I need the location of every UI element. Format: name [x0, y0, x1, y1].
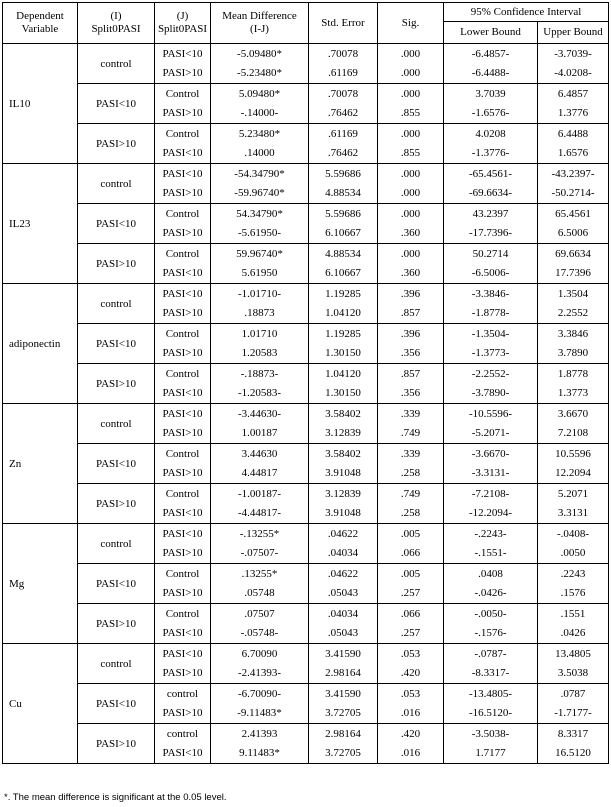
lower-bound-cell: 50.2714: [444, 244, 538, 264]
sig-cell: .855: [378, 104, 444, 124]
lower-bound-cell: -.0050-: [444, 604, 538, 624]
sig-cell: .000: [378, 244, 444, 264]
upper-bound-cell: 5.2071: [538, 484, 609, 504]
mean-difference-cell: 1.00187: [211, 424, 309, 444]
mean-difference-cell: .18873: [211, 304, 309, 324]
upper-bound-cell: .1551: [538, 604, 609, 624]
i-group-cell: PASI<10: [78, 684, 155, 724]
i-group-cell: PASI>10: [78, 604, 155, 644]
j-group-cell: PASI>10: [155, 424, 211, 444]
sig-cell: .000: [378, 204, 444, 224]
mean-difference-cell: -.14000-: [211, 104, 309, 124]
j-group-cell: PASI>10: [155, 104, 211, 124]
std-error-cell: 4.88534: [309, 244, 378, 264]
j-group-cell: control: [155, 684, 211, 704]
mean-difference-cell: .14000: [211, 144, 309, 164]
sig-cell: .258: [378, 504, 444, 524]
std-error-cell: 1.30150: [309, 344, 378, 364]
j-group-cell: control: [155, 724, 211, 744]
j-group-cell: PASI>10: [155, 664, 211, 684]
sig-cell: .257: [378, 584, 444, 604]
std-error-cell: 1.30150: [309, 384, 378, 404]
sig-cell: .855: [378, 144, 444, 164]
dependent-variable-cell: IL10: [3, 44, 78, 164]
std-error-cell: .05043: [309, 624, 378, 644]
std-error-cell: .04622: [309, 524, 378, 544]
i-group-cell: control: [78, 284, 155, 324]
sig-cell: .000: [378, 44, 444, 64]
std-error-cell: 3.91048: [309, 504, 378, 524]
upper-bound-cell: 3.6670: [538, 404, 609, 424]
j-group-cell: PASI>10: [155, 224, 211, 244]
upper-bound-cell: -.0408-: [538, 524, 609, 544]
dependent-variable-cell: Cu: [3, 644, 78, 764]
dependent-variable-cell: Mg: [3, 524, 78, 644]
upper-bound-cell: 65.4561: [538, 204, 609, 224]
std-error-cell: 1.19285: [309, 284, 378, 304]
j-group-cell: PASI>10: [155, 344, 211, 364]
j-group-cell: PASI>10: [155, 584, 211, 604]
lower-bound-cell: -1.8778-: [444, 304, 538, 324]
i-group-cell: PASI<10: [78, 564, 155, 604]
table-row: [3, 164, 609, 184]
mean-difference-cell: -54.34790*: [211, 164, 309, 184]
sig-cell: .356: [378, 344, 444, 364]
upper-bound-cell: 2.2552: [538, 304, 609, 324]
mean-difference-cell: -.13255*: [211, 524, 309, 544]
upper-bound-cell: -1.7177-: [538, 704, 609, 724]
mean-difference-cell: 3.44630: [211, 444, 309, 464]
i-group-cell: PASI<10: [78, 204, 155, 244]
header-sig: Sig.: [378, 3, 444, 44]
j-group-cell: PASI<10: [155, 264, 211, 284]
j-group-cell: PASI<10: [155, 644, 211, 664]
upper-bound-cell: 17.7396: [538, 264, 609, 284]
mean-difference-cell: .07507: [211, 604, 309, 624]
lower-bound-cell: -7.2108-: [444, 484, 538, 504]
upper-bound-cell: 6.5006: [538, 224, 609, 244]
std-error-cell: 1.04120: [309, 304, 378, 324]
sig-cell: .016: [378, 744, 444, 764]
upper-bound-cell: -4.0208-: [538, 64, 609, 84]
header-upper-bound: Upper Bound: [538, 22, 609, 44]
j-group-cell: Control: [155, 124, 211, 144]
table-row: [3, 564, 609, 584]
mean-difference-cell: 1.01710: [211, 324, 309, 344]
upper-bound-cell: .0787: [538, 684, 609, 704]
sig-cell: .005: [378, 524, 444, 544]
sig-cell: .857: [378, 364, 444, 384]
lower-bound-cell: -17.7396-: [444, 224, 538, 244]
std-error-cell: .05043: [309, 584, 378, 604]
std-error-cell: 3.58402: [309, 444, 378, 464]
lower-bound-cell: -3.3846-: [444, 284, 538, 304]
sig-cell: .396: [378, 324, 444, 344]
std-error-cell: 3.12839: [309, 484, 378, 504]
sig-cell: .000: [378, 84, 444, 104]
mean-difference-cell: 1.20583: [211, 344, 309, 364]
lower-bound-cell: -1.3773-: [444, 344, 538, 364]
mean-difference-cell: 2.41393: [211, 724, 309, 744]
sig-cell: .420: [378, 724, 444, 744]
lower-bound-cell: -5.2071-: [444, 424, 538, 444]
lower-bound-cell: -6.5006-: [444, 264, 538, 284]
sig-cell: .339: [378, 444, 444, 464]
j-group-cell: Control: [155, 604, 211, 624]
sig-cell: .420: [378, 664, 444, 684]
header-dependent-variable: Dependent Variable: [3, 3, 78, 44]
i-group-cell: control: [78, 644, 155, 684]
j-group-cell: PASI<10: [155, 744, 211, 764]
i-group-cell: control: [78, 404, 155, 444]
std-error-cell: 3.91048: [309, 464, 378, 484]
lower-bound-cell: -.2243-: [444, 524, 538, 544]
lower-bound-cell: 43.2397: [444, 204, 538, 224]
std-error-cell: .04034: [309, 544, 378, 564]
lower-bound-cell: -.0787-: [444, 644, 538, 664]
lower-bound-cell: -.0426-: [444, 584, 538, 604]
j-group-cell: Control: [155, 564, 211, 584]
lower-bound-cell: -13.4805-: [444, 684, 538, 704]
j-group-cell: Control: [155, 444, 211, 464]
sig-cell: .000: [378, 124, 444, 144]
upper-bound-cell: 8.3317: [538, 724, 609, 744]
upper-bound-cell: 7.2108: [538, 424, 609, 444]
sig-cell: .000: [378, 184, 444, 204]
table-row: [3, 404, 609, 424]
j-group-cell: PASI<10: [155, 404, 211, 424]
multiple-comparisons-table: [2, 2, 609, 764]
std-error-cell: 2.98164: [309, 724, 378, 744]
lower-bound-cell: -2.2552-: [444, 364, 538, 384]
dependent-variable-cell: IL23: [3, 164, 78, 284]
lower-bound-cell: 1.7177: [444, 744, 538, 764]
j-group-cell: Control: [155, 244, 211, 264]
upper-bound-cell: 1.3773: [538, 384, 609, 404]
i-group-cell: PASI>10: [78, 244, 155, 284]
lower-bound-cell: -3.6670-: [444, 444, 538, 464]
j-group-cell: PASI<10: [155, 524, 211, 544]
mean-difference-cell: -5.09480*: [211, 44, 309, 64]
sig-cell: .000: [378, 64, 444, 84]
table-row: [3, 244, 609, 264]
std-error-cell: .70078: [309, 44, 378, 64]
sig-cell: .066: [378, 544, 444, 564]
header-j-group: (J) Split0PASI: [155, 3, 211, 44]
j-group-cell: Control: [155, 84, 211, 104]
table-row: [3, 284, 609, 304]
table-row: [3, 84, 609, 104]
upper-bound-cell: 13.4805: [538, 644, 609, 664]
upper-bound-cell: 3.5038: [538, 664, 609, 684]
mean-difference-cell: -.18873-: [211, 364, 309, 384]
j-group-cell: PASI>10: [155, 704, 211, 724]
j-group-cell: PASI<10: [155, 44, 211, 64]
std-error-cell: 3.12839: [309, 424, 378, 444]
sig-cell: .053: [378, 644, 444, 664]
lower-bound-cell: -8.3317-: [444, 664, 538, 684]
mean-difference-cell: -6.70090-: [211, 684, 309, 704]
upper-bound-cell: 69.6634: [538, 244, 609, 264]
mean-difference-cell: -.07507-: [211, 544, 309, 564]
i-group-cell: PASI<10: [78, 84, 155, 124]
upper-bound-cell: .0426: [538, 624, 609, 644]
table-row: [3, 324, 609, 344]
i-group-cell: PASI>10: [78, 124, 155, 164]
upper-bound-cell: 16.5120: [538, 744, 609, 764]
sig-cell: .857: [378, 304, 444, 324]
header-lower-bound: Lower Bound: [444, 22, 538, 44]
std-error-cell: 5.59686: [309, 164, 378, 184]
mean-difference-cell: 5.61950: [211, 264, 309, 284]
sig-cell: .339: [378, 404, 444, 424]
mean-difference-cell: 54.34790*: [211, 204, 309, 224]
mean-difference-cell: -3.44630-: [211, 404, 309, 424]
std-error-cell: 6.10667: [309, 264, 378, 284]
lower-bound-cell: -1.6576-: [444, 104, 538, 124]
upper-bound-cell: 1.6576: [538, 144, 609, 164]
std-error-cell: 2.98164: [309, 664, 378, 684]
i-group-cell: PASI<10: [78, 444, 155, 484]
std-error-cell: .61169: [309, 124, 378, 144]
sig-cell: .396: [378, 284, 444, 304]
lower-bound-cell: -1.3776-: [444, 144, 538, 164]
mean-difference-cell: 4.44817: [211, 464, 309, 484]
table-row: [3, 484, 609, 504]
std-error-cell: 4.88534: [309, 184, 378, 204]
std-error-cell: .70078: [309, 84, 378, 104]
upper-bound-cell: .2243: [538, 564, 609, 584]
header-i-group: (I) Split0PASI: [78, 3, 155, 44]
i-group-cell: control: [78, 524, 155, 564]
upper-bound-cell: 6.4857: [538, 84, 609, 104]
lower-bound-cell: -6.4488-: [444, 64, 538, 84]
sig-cell: .066: [378, 604, 444, 624]
mean-difference-cell: 9.11483*: [211, 744, 309, 764]
table-row: [3, 44, 609, 64]
sig-cell: .356: [378, 384, 444, 404]
lower-bound-cell: -3.3131-: [444, 464, 538, 484]
mean-difference-cell: .05748: [211, 584, 309, 604]
std-error-cell: 3.72705: [309, 704, 378, 724]
std-error-cell: .04034: [309, 604, 378, 624]
sig-cell: .005: [378, 564, 444, 584]
lower-bound-cell: -69.6634-: [444, 184, 538, 204]
table-row: [3, 124, 609, 144]
j-group-cell: PASI>10: [155, 64, 211, 84]
j-group-cell: Control: [155, 484, 211, 504]
j-group-cell: PASI>10: [155, 304, 211, 324]
sig-cell: .749: [378, 484, 444, 504]
mean-difference-cell: -.05748-: [211, 624, 309, 644]
lower-bound-cell: -3.5038-: [444, 724, 538, 744]
table-row: [3, 204, 609, 224]
i-group-cell: PASI>10: [78, 364, 155, 404]
std-error-cell: .61169: [309, 64, 378, 84]
j-group-cell: PASI<10: [155, 284, 211, 304]
table-row: [3, 644, 609, 664]
upper-bound-cell: 3.3131: [538, 504, 609, 524]
dependent-variable-cell: adiponectin: [3, 284, 78, 404]
dependent-variable-cell: Zn: [3, 404, 78, 524]
significance-footnote: *. The mean difference is significant at the 0.05 level.: [4, 792, 227, 803]
mean-difference-cell: 6.70090: [211, 644, 309, 664]
i-group-cell: PASI<10: [78, 324, 155, 364]
lower-bound-cell: -.1576-: [444, 624, 538, 644]
upper-bound-cell: 1.3776: [538, 104, 609, 124]
mean-difference-cell: -1.20583-: [211, 384, 309, 404]
std-error-cell: 3.41590: [309, 644, 378, 664]
mean-difference-cell: .13255*: [211, 564, 309, 584]
i-group-cell: PASI>10: [78, 484, 155, 524]
sig-cell: .053: [378, 684, 444, 704]
mean-difference-cell: 5.23480*: [211, 124, 309, 144]
sig-cell: .257: [378, 624, 444, 644]
lower-bound-cell: -12.2094-: [444, 504, 538, 524]
table-row: [3, 724, 609, 744]
table-row: [3, 684, 609, 704]
std-error-cell: 1.19285: [309, 324, 378, 344]
j-group-cell: PASI<10: [155, 624, 211, 644]
j-group-cell: PASI<10: [155, 504, 211, 524]
sig-cell: .258: [378, 464, 444, 484]
upper-bound-cell: 12.2094: [538, 464, 609, 484]
lower-bound-cell: 4.0208: [444, 124, 538, 144]
upper-bound-cell: -50.2714-: [538, 184, 609, 204]
upper-bound-cell: .0050: [538, 544, 609, 564]
mean-difference-cell: -5.23480*: [211, 64, 309, 84]
mean-difference-cell: -1.01710-: [211, 284, 309, 304]
lower-bound-cell: .0408: [444, 564, 538, 584]
sig-cell: .000: [378, 164, 444, 184]
j-group-cell: Control: [155, 324, 211, 344]
header-mean-difference: Mean Difference (I-J): [211, 3, 309, 44]
mean-difference-cell: -4.44817-: [211, 504, 309, 524]
sig-cell: .749: [378, 424, 444, 444]
table-row: [3, 604, 609, 624]
j-group-cell: PASI<10: [155, 144, 211, 164]
mean-difference-cell: 5.09480*: [211, 84, 309, 104]
upper-bound-cell: 1.8778: [538, 364, 609, 384]
j-group-cell: PASI>10: [155, 464, 211, 484]
std-error-cell: 6.10667: [309, 224, 378, 244]
table-body: [3, 44, 609, 764]
i-group-cell: control: [78, 164, 155, 204]
std-error-cell: .04622: [309, 564, 378, 584]
upper-bound-cell: .1576: [538, 584, 609, 604]
upper-bound-cell: 6.4488: [538, 124, 609, 144]
upper-bound-cell: -3.7039-: [538, 44, 609, 64]
sig-cell: .360: [378, 264, 444, 284]
mean-difference-cell: -1.00187-: [211, 484, 309, 504]
table-row: [3, 524, 609, 544]
j-group-cell: PASI<10: [155, 384, 211, 404]
lower-bound-cell: -16.5120-: [444, 704, 538, 724]
header-std-error: Std. Error: [309, 3, 378, 44]
i-group-cell: PASI>10: [78, 724, 155, 764]
upper-bound-cell: 3.7890: [538, 344, 609, 364]
table-row: [3, 444, 609, 464]
mean-difference-cell: -5.61950-: [211, 224, 309, 244]
j-group-cell: Control: [155, 364, 211, 384]
upper-bound-cell: -43.2397-: [538, 164, 609, 184]
j-group-cell: PASI>10: [155, 184, 211, 204]
mean-difference-cell: -9.11483*: [211, 704, 309, 724]
sig-cell: .016: [378, 704, 444, 724]
lower-bound-cell: -65.4561-: [444, 164, 538, 184]
sig-cell: .360: [378, 224, 444, 244]
header-confidence-interval: 95% Confidence Interval: [444, 3, 609, 22]
std-error-cell: 3.41590: [309, 684, 378, 704]
j-group-cell: PASI>10: [155, 544, 211, 564]
j-group-cell: PASI<10: [155, 164, 211, 184]
lower-bound-cell: 3.7039: [444, 84, 538, 104]
lower-bound-cell: -.1551-: [444, 544, 538, 564]
lower-bound-cell: -3.7890-: [444, 384, 538, 404]
std-error-cell: 1.04120: [309, 364, 378, 384]
table-row: [3, 364, 609, 384]
lower-bound-cell: -6.4857-: [444, 44, 538, 64]
mean-difference-cell: -59.96740*: [211, 184, 309, 204]
upper-bound-cell: 10.5596: [538, 444, 609, 464]
std-error-cell: .76462: [309, 104, 378, 124]
mean-difference-cell: 59.96740*: [211, 244, 309, 264]
std-error-cell: .76462: [309, 144, 378, 164]
j-group-cell: Control: [155, 204, 211, 224]
i-group-cell: control: [78, 44, 155, 84]
upper-bound-cell: 1.3504: [538, 284, 609, 304]
std-error-cell: 5.59686: [309, 204, 378, 224]
lower-bound-cell: -10.5596-: [444, 404, 538, 424]
std-error-cell: 3.72705: [309, 744, 378, 764]
lower-bound-cell: -1.3504-: [444, 324, 538, 344]
upper-bound-cell: 3.3846: [538, 324, 609, 344]
std-error-cell: 3.58402: [309, 404, 378, 424]
mean-difference-cell: -2.41393-: [211, 664, 309, 684]
